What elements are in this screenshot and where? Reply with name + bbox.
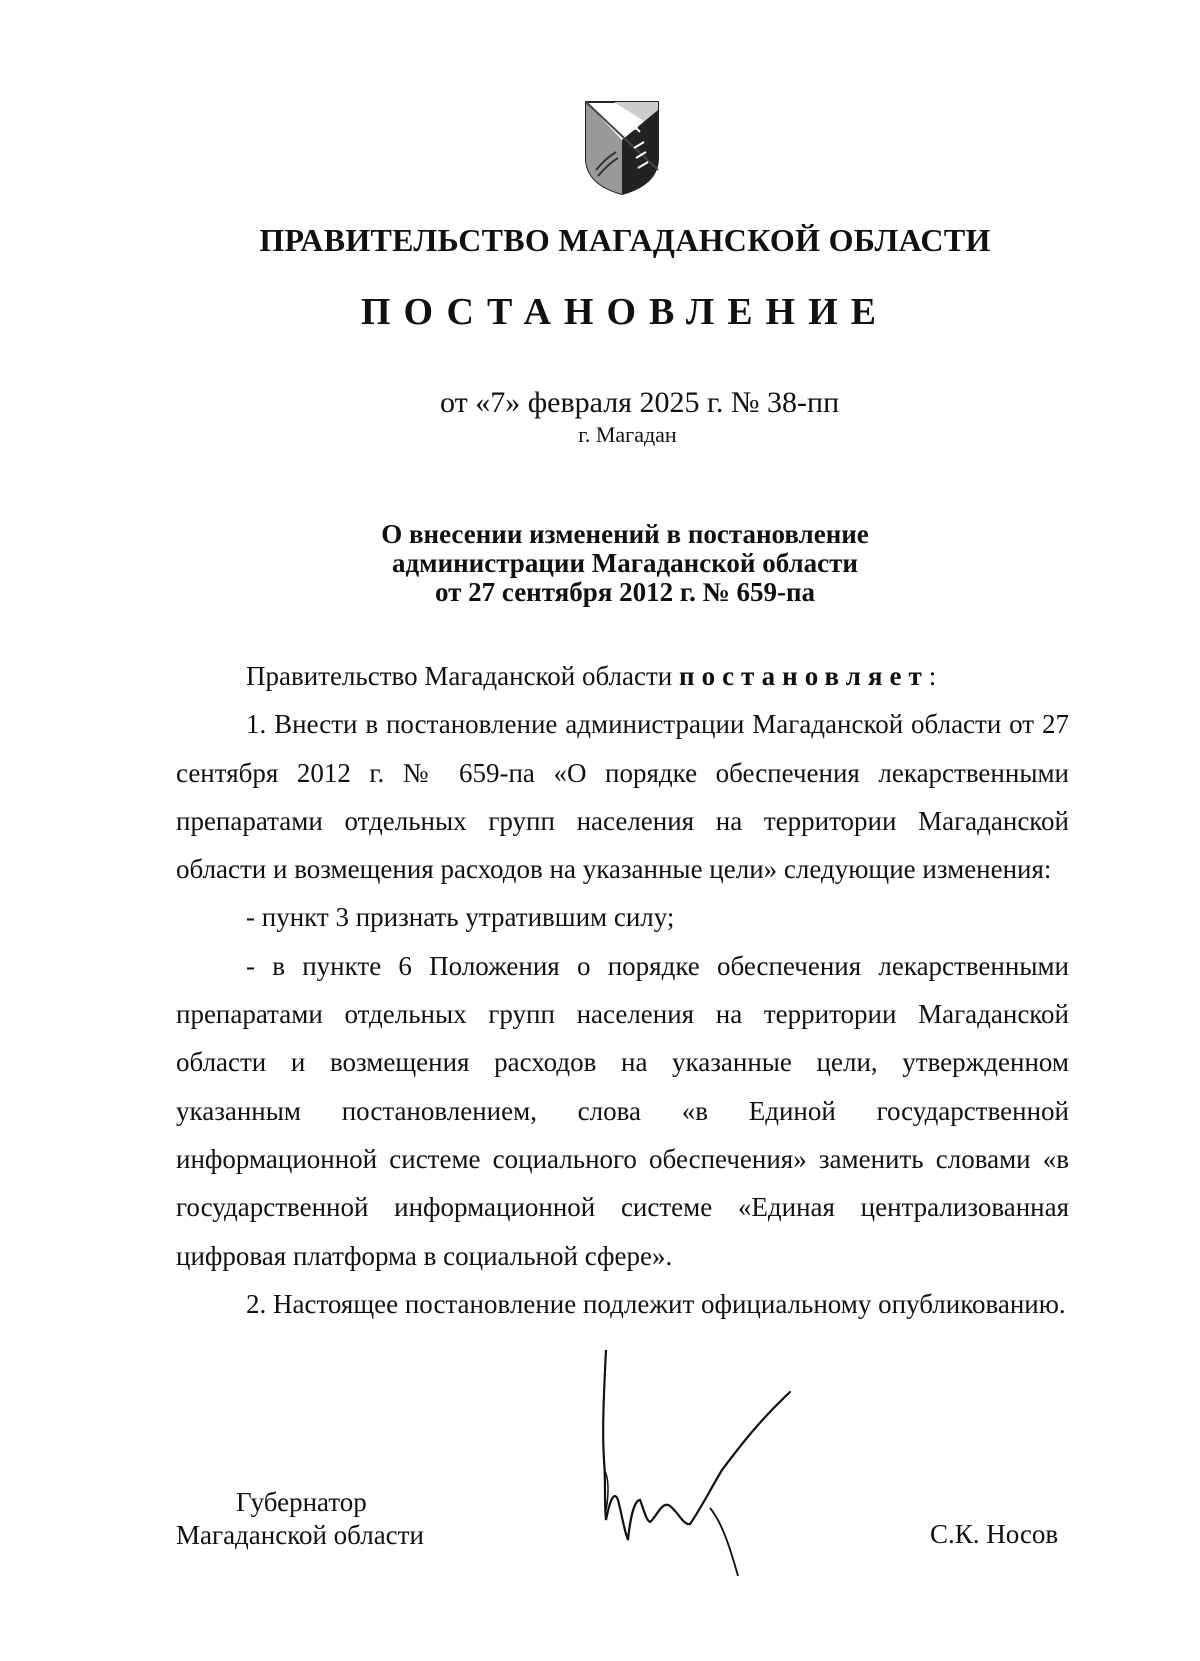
item-1: 1. Внести в постановление администрации Магаданской области от 27 сентября 2012 г. № 659-па «О порядке обеспечения лекарственными препаратами отдельных групп населения на территории Магаданской области и возмещения расходов на указанные цели» следующие изменения: — [176, 709, 1069, 885]
government-name: ПРАВИТЕЛЬСТВО МАГАДАНСКОЙ ОБЛАСТИ — [259, 222, 991, 258]
handwritten-signature-icon — [600, 1350, 840, 1590]
document-subject — [0, 520, 1200, 607]
item-1-b: - в пункте 6 Положения о порядке обеспечения лекарственными препаратами отдельных групп населения на территории Магаданской области и возмещения расходов на указанные цели, утвержденном указанным постановлением, слова «в Единой государственной информационной системе социального обеспечения» заменить словами «в государственной информационной системе «Единая централизованная цифровая платформа в социальной сфере». — [176, 950, 1069, 1271]
signatory-name: С.К. Носов — [930, 1519, 1059, 1549]
subject-line: О внесении изменений в постановление — [381, 519, 869, 549]
document-body — [176, 652, 1069, 1328]
signatory-title — [176, 1486, 424, 1552]
preamble-text: Правительство Магаданской области — [246, 661, 673, 691]
preamble-verb: постановляет — [679, 661, 929, 691]
item-2: 2. Настоящее постановление подлежит официальному опубликованию. — [246, 1288, 1066, 1319]
subject-line: от 27 сентября 2012 г. № 659-па — [434, 577, 816, 607]
signatory-title-line: Губернатор — [236, 1487, 367, 1517]
magadan-region-coat-of-arms-icon — [584, 100, 660, 196]
preamble-end: : — [928, 661, 937, 691]
preamble — [176, 652, 1069, 700]
document-date-number: от «7» февраля 2025 г. № 38-пп — [440, 386, 840, 419]
item-1-a: - пункт 3 признать утратившим силу; — [246, 902, 675, 933]
document-type: ПОСТАНОВЛЕНИЕ — [360, 291, 890, 333]
signatory-title-line: Магаданской области — [176, 1520, 424, 1550]
subject-line: администрации Магаданской области — [392, 548, 858, 578]
document-city: г. Магадан — [578, 422, 677, 447]
